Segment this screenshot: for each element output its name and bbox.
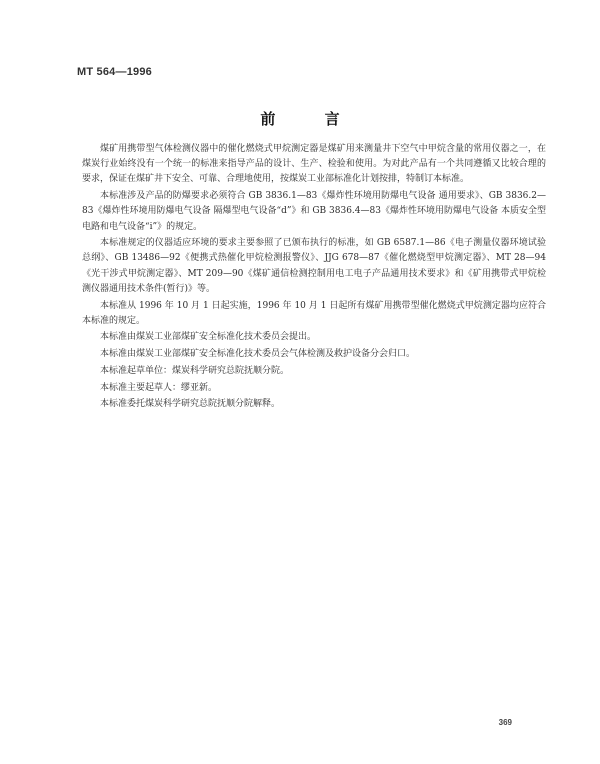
page-title: 前 言 <box>260 110 362 128</box>
standard-code: MT 564—1996 <box>77 66 152 78</box>
paragraph-effective-date: 本标准从 1996 年 10 月 1 日起实施，1996 年 10 月 1 日起所有煤矿用携带型催化燃烧式甲烷测定器均应符合本标准的规定。 <box>82 300 546 326</box>
paragraph-proposed-by: 本标准由煤炭工业部煤矿安全标准化技术委员会提出。 <box>100 332 317 343</box>
paragraph-administered-by: 本标准由煤炭工业部煤矿安全标准化技术委员会气体检测及救护设备分会归口。 <box>100 349 416 360</box>
paragraph-explosion-proof: 本标准涉及产品的防爆要求必须符合 GB 3836.1—83《爆炸性环境用防爆电气设备 通用要求》、GB 3836.2—83《爆炸性环境用防爆电气设备 隔爆型电气设备“d”》和 GB 3836.4—83《爆炸性环境用防爆电气设备 本质安全型电路和电气设备“i”》的规定。 <box>82 191 546 232</box>
paragraph-environment: 本标准规定的仪器适应环境的要求主要参照了已颁布执行的标准，如 GB 6587.1—86《电子测量仪器环境试验总纲》、GB 13486—92《便携式热催化甲烷检测报警仪》、JJG 678—87《催化燃烧型甲烷测定器》、MT 28—94《光干涉式甲烷测定器》、MT 209—90《煤矿通信检测控制用电工电子产品通用技术要求》和《矿用携带式甲烷检测仪器通用技术条件(暂行)》等。 <box>82 238 546 294</box>
paragraph-drafter: 本标准主要起草人：缪亚新。 <box>100 382 218 393</box>
body-text <box>82 142 546 414</box>
paragraph-intro: 煤矿用携带型气体检测仪器中的催化燃烧式甲烷测定器是煤矿用来测量井下空气中甲烷含量的常用仪器之一，在煤炭行业始终没有一个统一的标准来指导产品的设计、生产、检验和使用。为对此产品有一个共同遵循又比较合理的要求，保证在煤矿井下安全、可靠、合理地使用，按煤炭工业部标准化计划按排，特制订本标准。 <box>82 144 546 185</box>
page-number: 369 <box>498 718 512 727</box>
paragraph-drafting-unit: 本标准起草单位：煤炭科学研究总院抚顺分院。 <box>100 365 290 376</box>
paragraph-interpretation: 本标准委托煤炭科学研究总院抚顺分院解释。 <box>100 399 281 410</box>
